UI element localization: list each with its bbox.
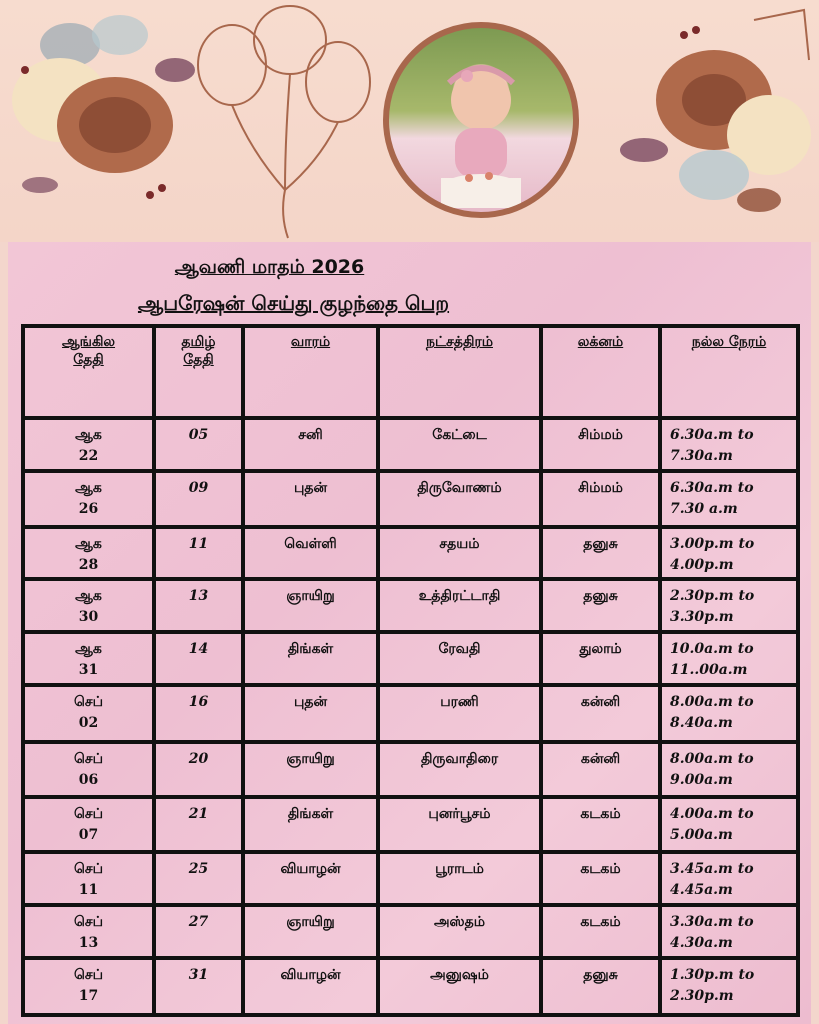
time-start: 10.0a.m to xyxy=(670,641,754,657)
english-date-cell xyxy=(23,797,154,852)
time-start: 4.00a.m to xyxy=(670,806,754,822)
tamil-date-cell: 13 xyxy=(154,579,243,632)
lagnam-cell: கடகம் xyxy=(541,852,660,905)
tamil-date-cell: 31 xyxy=(154,958,243,1015)
lagnam-cell: கன்னி xyxy=(541,685,660,742)
time-start: 3.00p.m to xyxy=(670,536,755,552)
table-row xyxy=(23,527,798,579)
table-row xyxy=(23,852,798,905)
star-cell: அனுஷம் xyxy=(378,958,541,1015)
lagnam-cell: தனுசு xyxy=(541,958,660,1015)
time-end: 7.30 a.m xyxy=(670,501,738,517)
day-number: 22 xyxy=(78,448,99,464)
table-row xyxy=(23,905,798,958)
month-label: செப் xyxy=(73,967,104,983)
good-time-cell xyxy=(660,797,798,852)
good-time-cell xyxy=(660,685,798,742)
header-star: நட்சத்திரம் xyxy=(378,326,541,418)
time-start: 8.00a.m to xyxy=(670,694,754,710)
weekday-cell: வியாழன் xyxy=(243,958,378,1015)
good-time-cell xyxy=(660,579,798,632)
page-title: ஆவணி மாதம் 2026 xyxy=(174,256,365,278)
weekday-cell: ஞாயிறு xyxy=(243,905,378,958)
tamil-date-cell: 20 xyxy=(154,742,243,797)
star-cell: சதயம் xyxy=(378,527,541,579)
lagnam-cell: சிம்மம் xyxy=(541,418,660,471)
english-date-cell xyxy=(23,958,154,1015)
month-label: செப் xyxy=(73,806,104,822)
day-number: 31 xyxy=(78,662,99,678)
tamil-date-cell: 14 xyxy=(154,632,243,685)
month-label: செப் xyxy=(73,694,104,710)
good-time-cell xyxy=(660,632,798,685)
day-number: 30 xyxy=(78,609,99,625)
table-row xyxy=(23,632,798,685)
star-cell: ரேவதி xyxy=(378,632,541,685)
flower-bouquet-left-icon xyxy=(0,0,220,230)
weekday-cell: வெள்ளி xyxy=(243,527,378,579)
tamil-date-cell: 21 xyxy=(154,797,243,852)
header-lagnam: லக்னம் xyxy=(541,326,660,418)
good-time-cell xyxy=(660,905,798,958)
tamil-date-cell: 11 xyxy=(154,527,243,579)
table-row xyxy=(23,742,798,797)
table-row xyxy=(23,958,798,1015)
english-date-cell xyxy=(23,742,154,797)
month-label: செப் xyxy=(73,861,104,877)
weekday-cell: புதன் xyxy=(243,471,378,527)
time-end: 4.30a.m xyxy=(670,935,733,951)
star-cell: பரணி xyxy=(378,685,541,742)
month-label: ஆக xyxy=(75,427,102,443)
lagnam-cell: தனுசு xyxy=(541,527,660,579)
star-cell: கேட்டை xyxy=(378,418,541,471)
english-date-cell xyxy=(23,632,154,685)
time-start: 3.30a.m to xyxy=(670,914,754,930)
muhurtham-table xyxy=(21,324,800,1017)
time-start: 3.45a.m to xyxy=(670,861,754,877)
star-cell: அஸ்தம் xyxy=(378,905,541,958)
tamil-date-cell: 27 xyxy=(154,905,243,958)
weekday-cell: சனி xyxy=(243,418,378,471)
english-date-cell xyxy=(23,852,154,905)
time-start: 8.00a.m to xyxy=(670,751,754,767)
weekday-cell: புதன் xyxy=(243,685,378,742)
tamil-date-cell: 09 xyxy=(154,471,243,527)
good-time-cell xyxy=(660,418,798,471)
balloons-icon xyxy=(190,0,390,240)
lagnam-cell: சிம்மம் xyxy=(541,471,660,527)
table-header-row xyxy=(23,326,798,418)
time-end: 4.00p.m xyxy=(670,557,734,573)
baby-photo xyxy=(383,22,579,218)
english-date-cell xyxy=(23,905,154,958)
lagnam-cell: கடகம் xyxy=(541,905,660,958)
english-date-cell xyxy=(23,685,154,742)
good-time-cell xyxy=(660,742,798,797)
time-end: 8.40a.m xyxy=(670,715,733,731)
time-start: 6.30a.m to xyxy=(670,427,754,443)
tamil-date-cell: 25 xyxy=(154,852,243,905)
header-weekday: வாரம் xyxy=(243,326,378,418)
table-row xyxy=(23,418,798,471)
table-row xyxy=(23,471,798,527)
english-date-cell xyxy=(23,418,154,471)
good-time-cell xyxy=(660,471,798,527)
lagnam-cell: துலாம் xyxy=(541,632,660,685)
table-row xyxy=(23,579,798,632)
day-number: 06 xyxy=(78,772,99,788)
month-label: ஆக xyxy=(75,480,102,496)
decorative-header xyxy=(0,0,819,242)
good-time-cell xyxy=(660,527,798,579)
weekday-cell: ஞாயிறு xyxy=(243,579,378,632)
tamil-date-cell: 16 xyxy=(154,685,243,742)
english-date-cell xyxy=(23,471,154,527)
lagnam-cell: கடகம் xyxy=(541,797,660,852)
time-start: 6.30a.m to xyxy=(670,480,754,496)
time-end: 9.00a.m xyxy=(670,772,733,788)
star-cell: பூராடம் xyxy=(378,852,541,905)
header-good-time: நல்ல நேரம் xyxy=(660,326,798,418)
header-tamil-date: தமிழ் தேதி xyxy=(154,326,243,418)
month-label: செப் xyxy=(73,914,104,930)
tamil-date-cell: 05 xyxy=(154,418,243,471)
day-number: 02 xyxy=(78,715,99,731)
month-label: செப் xyxy=(73,751,104,767)
star-cell: திருவோணம் xyxy=(378,471,541,527)
star-cell: உத்திரட்டாதி xyxy=(378,579,541,632)
table-row xyxy=(23,685,798,742)
flower-bouquet-right-icon xyxy=(604,0,819,230)
weekday-cell: வியாழன் xyxy=(243,852,378,905)
weekday-cell: திங்கள் xyxy=(243,632,378,685)
weekday-cell: திங்கள் xyxy=(243,797,378,852)
star-cell: புனர்பூசம் xyxy=(378,797,541,852)
lagnam-cell: கன்னி xyxy=(541,742,660,797)
day-number: 13 xyxy=(78,935,99,951)
time-end: 2.30p.m xyxy=(670,988,734,1004)
time-start: 1.30p.m to xyxy=(670,967,755,983)
table-row xyxy=(23,797,798,852)
time-end: 3.30p.m xyxy=(670,609,734,625)
month-label: ஆக xyxy=(75,588,102,604)
baby-with-cake-icon xyxy=(389,28,573,212)
day-number: 11 xyxy=(78,882,99,898)
month-label: ஆக xyxy=(75,536,102,552)
time-end: 11..00a.m xyxy=(670,662,748,678)
lagnam-cell: தனுசு xyxy=(541,579,660,632)
day-number: 26 xyxy=(78,501,99,517)
page-subtitle: ஆபரேஷன் செய்து குழந்தை பெற xyxy=(137,291,450,315)
time-end: 5.00a.m xyxy=(670,827,733,843)
english-date-cell xyxy=(23,527,154,579)
time-end: 4.45a.m xyxy=(670,882,733,898)
day-number: 17 xyxy=(78,988,99,1004)
english-date-cell xyxy=(23,579,154,632)
star-cell: திருவாதிரை xyxy=(378,742,541,797)
good-time-cell xyxy=(660,852,798,905)
header-english-date: ஆங்கில தேதி xyxy=(23,326,154,418)
month-label: ஆக xyxy=(75,641,102,657)
weekday-cell: ஞாயிறு xyxy=(243,742,378,797)
time-start: 2.30p.m to xyxy=(670,588,755,604)
time-end: 7.30a.m xyxy=(670,448,733,464)
good-time-cell xyxy=(660,958,798,1015)
day-number: 07 xyxy=(78,827,99,843)
day-number: 28 xyxy=(78,557,99,573)
